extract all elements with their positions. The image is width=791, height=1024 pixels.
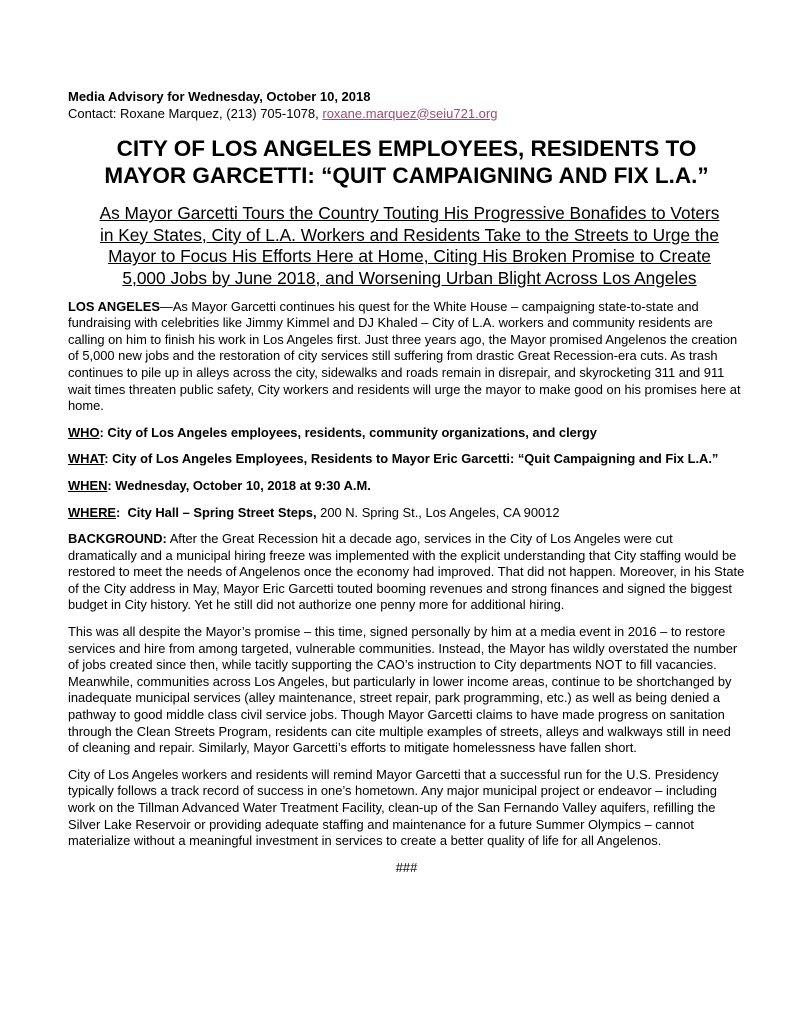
- fact-line-who: [68, 425, 745, 442]
- background-label: BACKGROUND:: [68, 531, 167, 547]
- headline: [68, 136, 745, 189]
- dateline: LOS ANGELES: [68, 298, 160, 314]
- what-value-bold: : City of Los Angeles Employees, Residents to Mayor Eric Garcetti: “Quit Campaigning and Fix L.A.”: [104, 451, 719, 467]
- where-label: WHERE: [68, 504, 116, 520]
- body-paragraph-1: This was all despite the Mayor’s promise – this time, signed personally by him at a media event in 2016 – to restore services and hire from among targeted, vulnerable communities. Instead, the Mayor has wildly overstated the number of jobs created since then, while tacitly supporting the CAO’s instruction to City departments NOT to fill vacancies. Meanwhile, communities across Los Angeles, but particularly in lower income areas, continue to be shortchanged by inadequate municipal services (alley maintenance, street repair, park programming, etc.) as well as being denied a pathway to good middle class civil service jobs. Though Mayor Garcetti claims to have made progress on sanitation through the Clean Streets Program, residents can cite multiple examples of streets, alleys and walkways still in need of cleaning and repair. Similarly, Mayor Garcetti’s efforts to mitigate homelessness have fallen short.: [68, 624, 738, 756]
- who-label: WHO: [68, 424, 100, 440]
- headline-line-2: MAYOR GARCETTI: “QUIT CAMPAIGNING AND FIX L.A.”: [104, 162, 709, 188]
- subheadline-line-4: 5,000 Jobs by June 2018, and Worsening Urban Blight Across Los Angeles: [122, 267, 697, 288]
- advisory-date-line: Media Advisory for Wednesday, October 10, 2018: [68, 89, 371, 104]
- where-value-bold: : City Hall – Spring Street Steps,: [115, 504, 317, 520]
- contact-text: Contact: Roxane Marquez, (213) 705-1078,: [68, 105, 323, 121]
- who-value-bold: : City of Los Angeles employees, residents, community organizations, and clergy: [99, 424, 597, 440]
- background-paragraph: [68, 531, 748, 614]
- fact-line-where: [68, 505, 745, 522]
- where-value-regular: 200 N. Spring St., Los Angeles, CA 90012: [316, 504, 560, 520]
- contact-email-link[interactable]: roxane.marquez@seiu721.org: [322, 105, 498, 121]
- subheadline: [50, 203, 769, 289]
- subheadline-line-1: As Mayor Garcetti Tours the Country Touting His Progressive Bonafides to Voters: [99, 203, 720, 224]
- subheadline-line-3: Mayor to Focus His Efforts Here at Home, Citing His Broken Promise to Create: [108, 246, 711, 267]
- fact-line-when: [68, 478, 745, 495]
- fact-line-what: [68, 451, 745, 468]
- contact-line: [68, 106, 745, 123]
- lead-paragraph: [68, 299, 745, 415]
- when-value-bold: : Wednesday, October 10, 2018 at 9:30 A.M.: [107, 477, 371, 493]
- what-label: WHAT: [68, 451, 105, 467]
- body-paragraph-2: City of Los Angeles workers and residents will remind Mayor Garcetti that a successful run for the U.S. Presidency typically follows a track record of success in one’s hometown. Any major municipal project or endeavor – including work on the Tillman Advanced Water Treatment Facility, clean-up of the San Fernando Valley aquifers, refilling the Silver Lake Reservoir or providing adequate staffing and maintenance for a future Summer Olympics – cannot materialize without a meaningful investment in services to create a better quality of life for all Angelenos.: [68, 766, 719, 849]
- when-label: WHEN: [68, 477, 108, 493]
- lead-paragraph-text: —As Mayor Garcetti continues his quest for the White House – campaigning state-to-state and fundraising with celebrities like Jimmy Kimmel and DJ Khaled – City of L.A. workers and community residents are calling on him to finish his work in Los Angeles first. Just three years ago, the Mayor promised Angelenos the creation of 5,000 new jobs and the restoration of city services still suffering from drastic Great Recession-era cuts. As trash continues to pile up in alleys across the city, sidewalks and roads remain in disrepair, and skyrocketing 311 and 911 wait times threaten public safety, City workers and residents will urge the mayor to make good on his promises here at home.: [68, 298, 741, 414]
- headline-line-1: CITY OF LOS ANGELES EMPLOYEES, RESIDENTS TO: [116, 136, 697, 162]
- background-text: After the Great Recession hit a decade ago, services in the City of Los Angeles were cut dramatically and a municipal hiring freeze was implemented with the explicit understanding that City staffing would be restored to meet the needs of Angelenos once the economy had improved. That did not happen. Moreover, in his State of the City address in May, Mayor Eric Garcetti touted booming revenues and strong finances and signed the biggest budget in City history. Yet he still did not authorize one penny more for additional hiring.: [68, 531, 748, 613]
- subheadline-line-2: in Key States, City of L.A. Workers and Residents Take to the Streets to Urge the: [100, 224, 719, 245]
- end-mark: ###: [395, 859, 418, 875]
